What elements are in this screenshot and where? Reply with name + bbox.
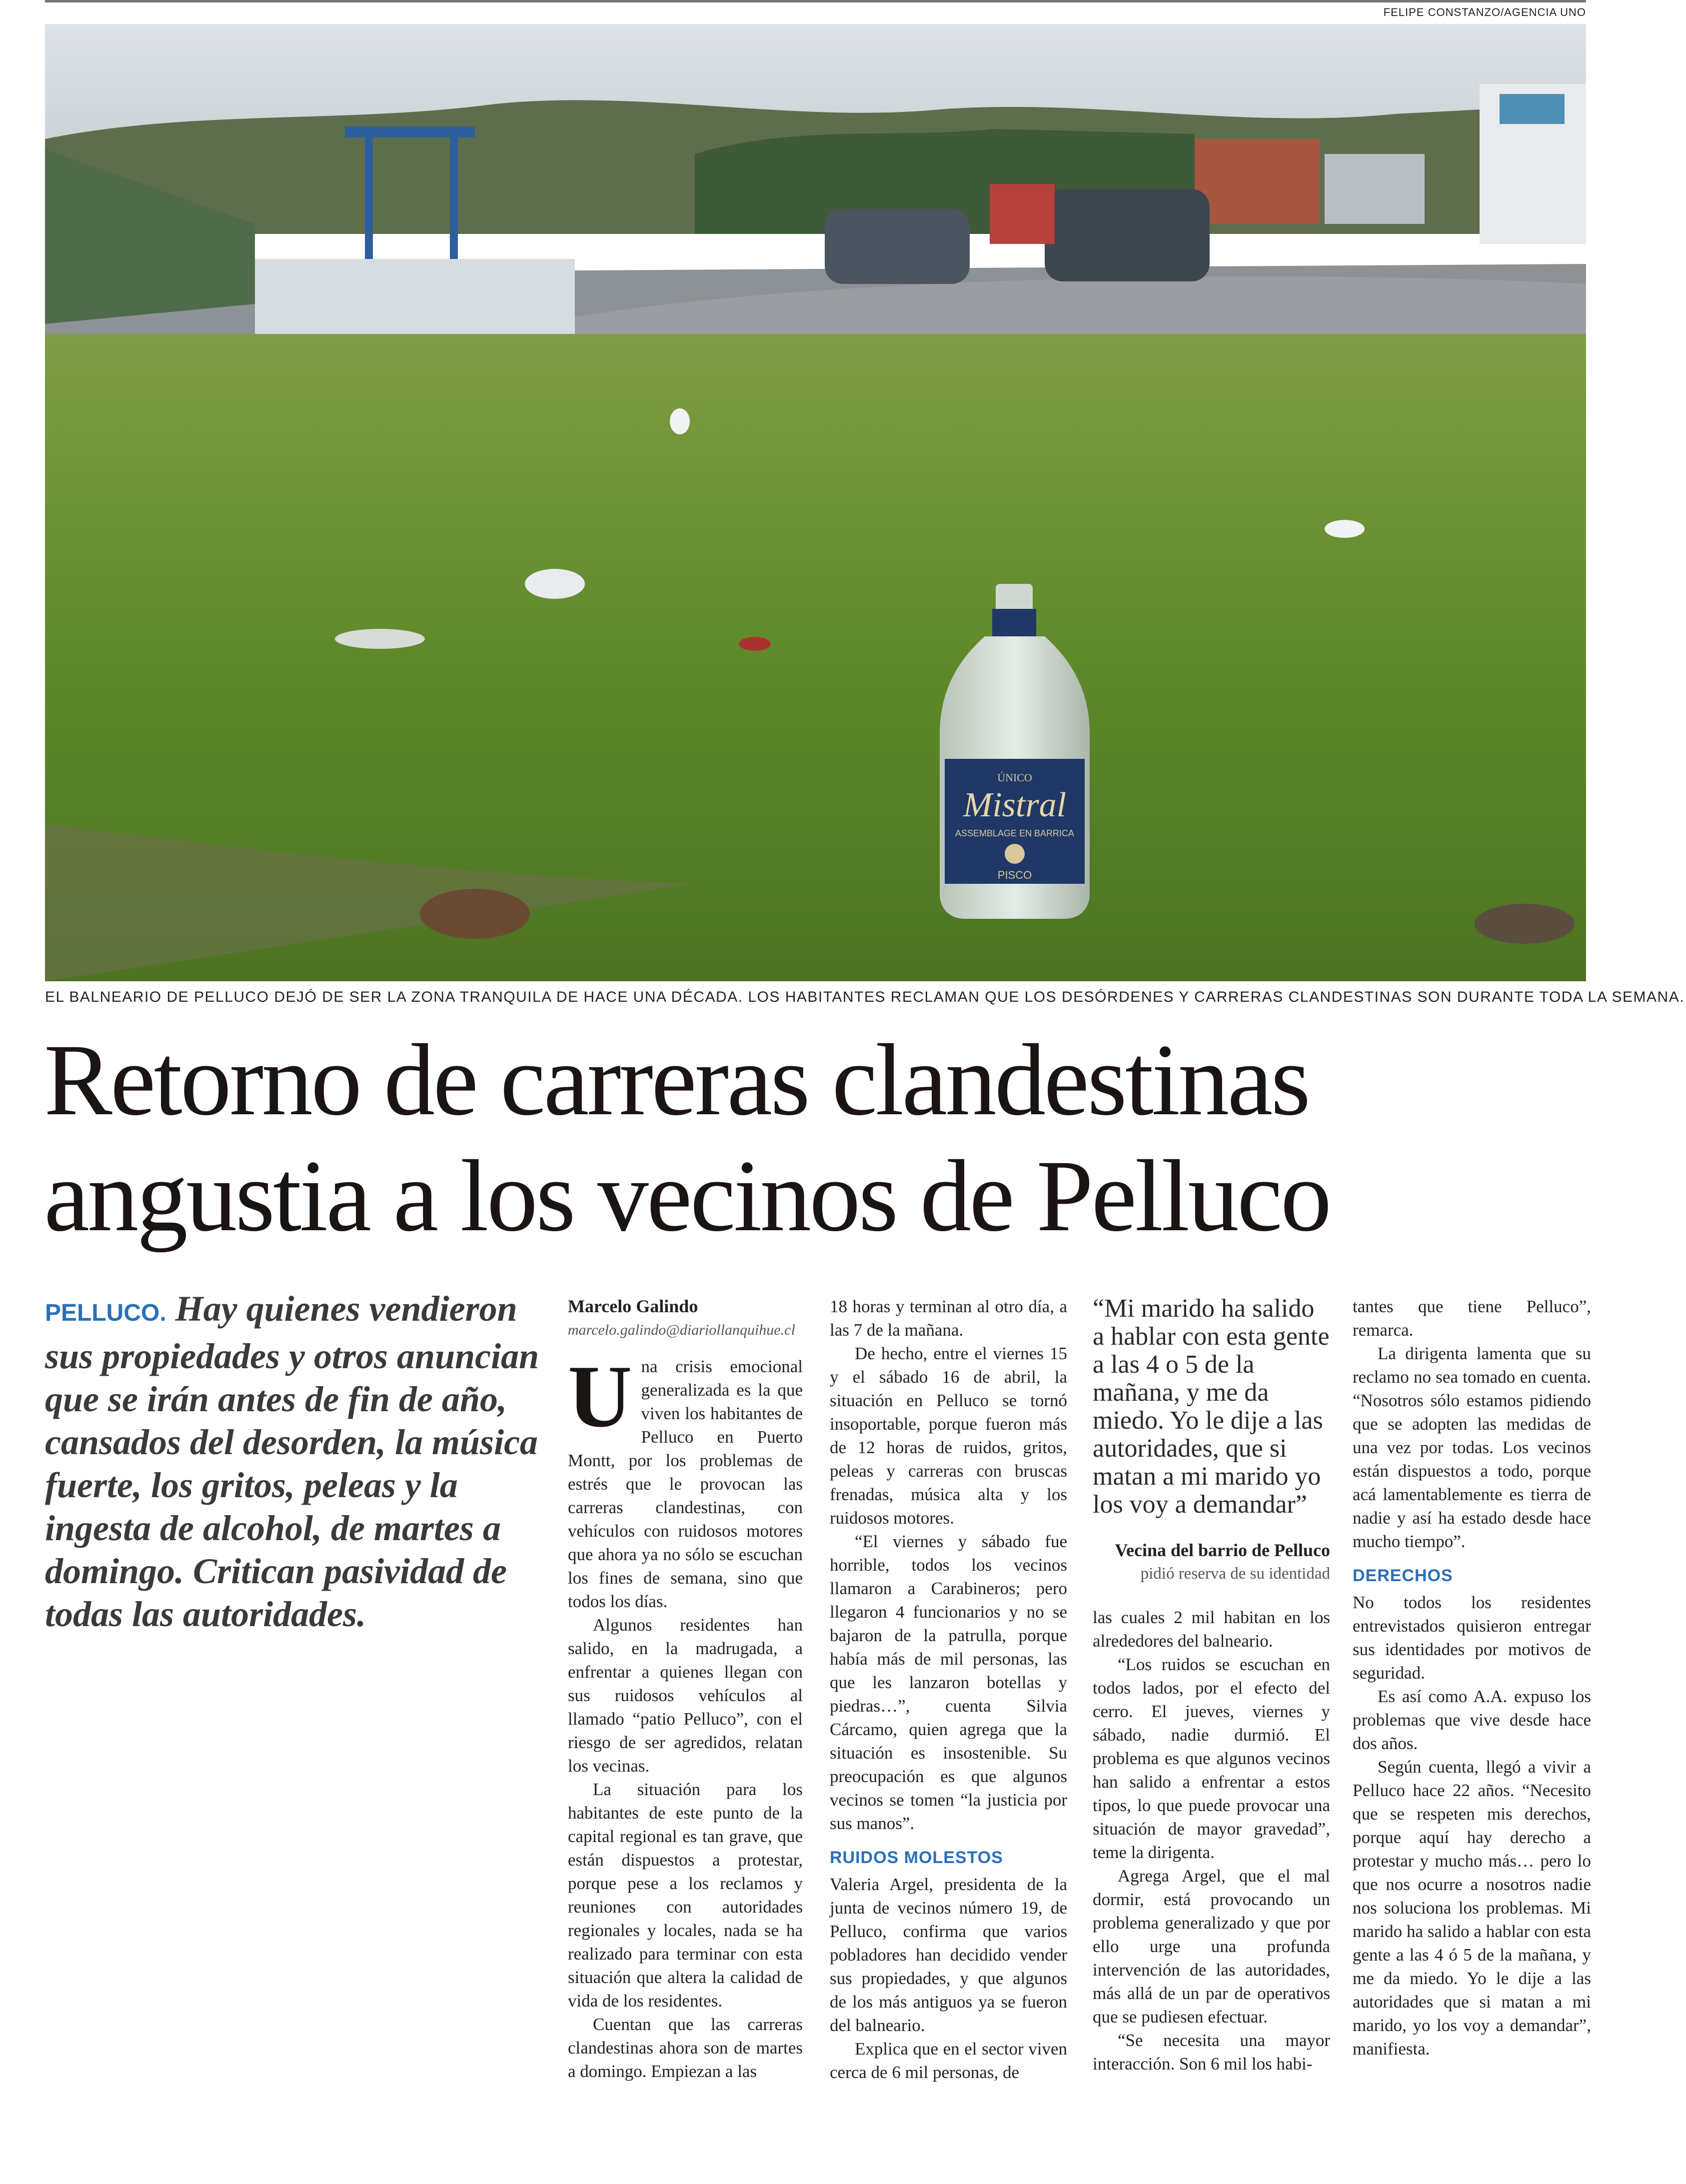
paragraph: Agrega Argel, que el mal dormir, está provocando un problema generalizado y que por ello urge una profunda intervención de las autoridades, más allá de un par de operativos que se pudiesen efectuar. [1093, 1866, 1330, 2027]
byline-author: Marcelo Galindo [568, 1296, 698, 1316]
section-subhead: RUIDOS MOLESTOS [830, 1848, 1003, 1867]
paragraph: De hecho, entre el viernes 15 y el sábado 16 de abril, la situación en Pelluco se tornó insoportable, porque fueron más de 12 horas de ruidos, gritos, peleas y carreras con bruscas frenadas, música alta y los ruidosos motores. [830, 1344, 1067, 1528]
lead-paragraph [45, 1287, 540, 1636]
paragraph [568, 1347, 803, 1613]
paragraph: las cuales 2 mil habitan en los alrededores del balneario. [1093, 1608, 1330, 1651]
article-column-1 [568, 1295, 803, 2083]
paragraph: “El viernes y sábado fue horrible, todos los vecinos llamaron a Carabineros; pero llegaron 4 funcionarios y no se bajaron de la patrulla, porque había más de mil personas, las que les lanzaron botellas y piedras…”, cuenta Silvia Cárcamo, quien agrega que la situación es insostenible. Su preocupación es que algunos vecinos se tomen “la justicia por sus manos”. [830, 1532, 1067, 1833]
headline-line-1: Retorno de carreras clandestinas [44, 1023, 1309, 1137]
photo-credit: FELIPE CONSTANZO/AGENCIA UNO [1383, 6, 1586, 18]
paragraph: Algunos residentes han salido, en la madrugada, a enfrentar a quienes llegan con sus ruidosos vehículos al llamado “patio Pelluco”, con el riesgo de ser agredidos, relatan los vecinas. [568, 1615, 803, 1776]
paragraph-text: na crisis emocional generalizada es la que viven los habitantes de Pelluco en Puerto Montt, por los problemas de estrés que le provocan las carreras clandestinas, con vehículos con ruidosos motores que ahora ya no sólo se escuchan los fines de semana, sino que todos los días. [568, 1357, 803, 1611]
paragraph: “Los ruidos se escuchan en todos lados, por el efecto del cerro. El jueves, viernes y sábado, nadie durmió. El problema es que algunos vecinos han salido a enfrentar a estos tipos, lo que puede provocar una situación de mayor gravedad”, teme la dirigenta. [1093, 1655, 1330, 1862]
pull-quote-source: Vecina del barrio de Pelluco [1115, 1540, 1330, 1560]
paragraph: La situación para los habitantes de este punto de la capital regional es tan grave, que están dispuestos a protestar, porque pese a los reclamos y reuniones con autoridades regionales y locales, nada se ha realizado para terminar con esta situación que altera la calidad de vida de los residentes. [568, 1780, 803, 2011]
paragraph: No todos los residentes entrevistados quisieron entregar sus identidades por motivos de seguridad. [1353, 1593, 1591, 1683]
photo-caption: EL BALNEARIO DE PELLUCO DEJÓ DE SER LA ZONA TRANQUILA DE HACE UNA DÉCADA. LOS HABITANTES RECLAMAN QUE LOS DESÓRDENES Y CARRERAS CLANDESTINAS SON DURANTE TODA LA SEMANA. [45, 989, 1685, 1005]
headline [44, 1022, 1594, 1254]
paragraph: Valeria Argel, presidenta de la junta de vecinos número 19, de Pelluco, confirma que varios pobladores han decidido vender sus propiedades, y que algunos de los más antiguos ya se fueron del balneario. [830, 1875, 1067, 2035]
paragraph: Es así como A.A. expuso los problemas que vive desde hace dos años. [1353, 1687, 1591, 1753]
bottle-brand-label: Mistral [963, 786, 1067, 824]
pull-quote: “Mi marido ha salido a hablar con esta gente a las 4 o 5 de la mañana, y me da miedo. Yo le dije a las autoridades, que si matan a mi marido yo los voy a demandar” [1093, 1294, 1330, 1519]
paragraph: tantes que tiene Pelluco”, remarca. [1353, 1297, 1591, 1340]
paragraph: Cuentan que las carreras clandestinas ahora son de martes a domingo. Empiezan a las [568, 2015, 803, 2081]
top-rule [45, 0, 1586, 2]
lead-text: Hay quienes vendieron sus propiedades y otros anuncian que se irán antes de fin de año, cansados del desorden, la música fuerte, los gritos, peleas y la ingesta de alcohol, de martes a domingo. Critican pasividad de todas las autoridades. [45, 1289, 539, 1634]
paragraph: La dirigenta lamenta que su reclamo no sea tomado en cuenta. “Nosotros sólo estamos pidiendo que se adopten las medidas de una vez por todas. Los vecinos están dispuestos a todo, porque acá lamentablemente es tierra de nadie y así ha estado desde hace mucho tiempo”. [1353, 1344, 1591, 1551]
drop-cap: U [568, 1347, 632, 1446]
photo-illustration [45, 24, 1586, 981]
lead-kicker: PELLUCO. [45, 1300, 166, 1326]
paragraph: 18 horas y terminan al otro día, a las 7 de la mañana. [830, 1297, 1067, 1340]
article-column-3 [1093, 1295, 1330, 2076]
paragraph: Según cuenta, llegó a vivir a Pelluco hace 22 años. “Necesito que se respeten mis derechos, porque aquí hay derecho a protestar y mucho más… pero lo que nos ocurre a nosotros nadie nos soluciona los problemas. Mi marido ha salido a hablar con esta gente a las 4 ó 5 de la mañana, y me da miedo. Yo le dije a las autoridades que si matan a mi marido, yo los voy a demandar”, manifiesta. [1353, 1757, 1591, 2059]
pull-quote-note: pidió reserva de su identidad [1140, 1565, 1330, 1583]
byline-email: marcelo.galindo@diariollanquihue.cl [568, 1322, 795, 1338]
bottle-bottom-label: PISCO [997, 869, 1032, 881]
paragraph: “Se necesita una mayor interacción. Son 6 mil los habi- [1093, 2031, 1330, 2074]
article-column-2 [830, 1295, 1067, 2084]
main-photo [45, 24, 1586, 981]
paragraph: Explica que en el sector viven cerca de 6 mil personas, de [830, 2039, 1067, 2082]
bottle-top-label: ÚNICO [997, 771, 1032, 784]
article-column-4 [1353, 1295, 1591, 2061]
headline-line-2: angustia a los vecinos de Pelluco [44, 1139, 1330, 1253]
section-subhead: DERECHOS [1353, 1566, 1453, 1585]
bottle-sub-label: ASSEMBLAGE EN BARRICA [955, 828, 1075, 838]
